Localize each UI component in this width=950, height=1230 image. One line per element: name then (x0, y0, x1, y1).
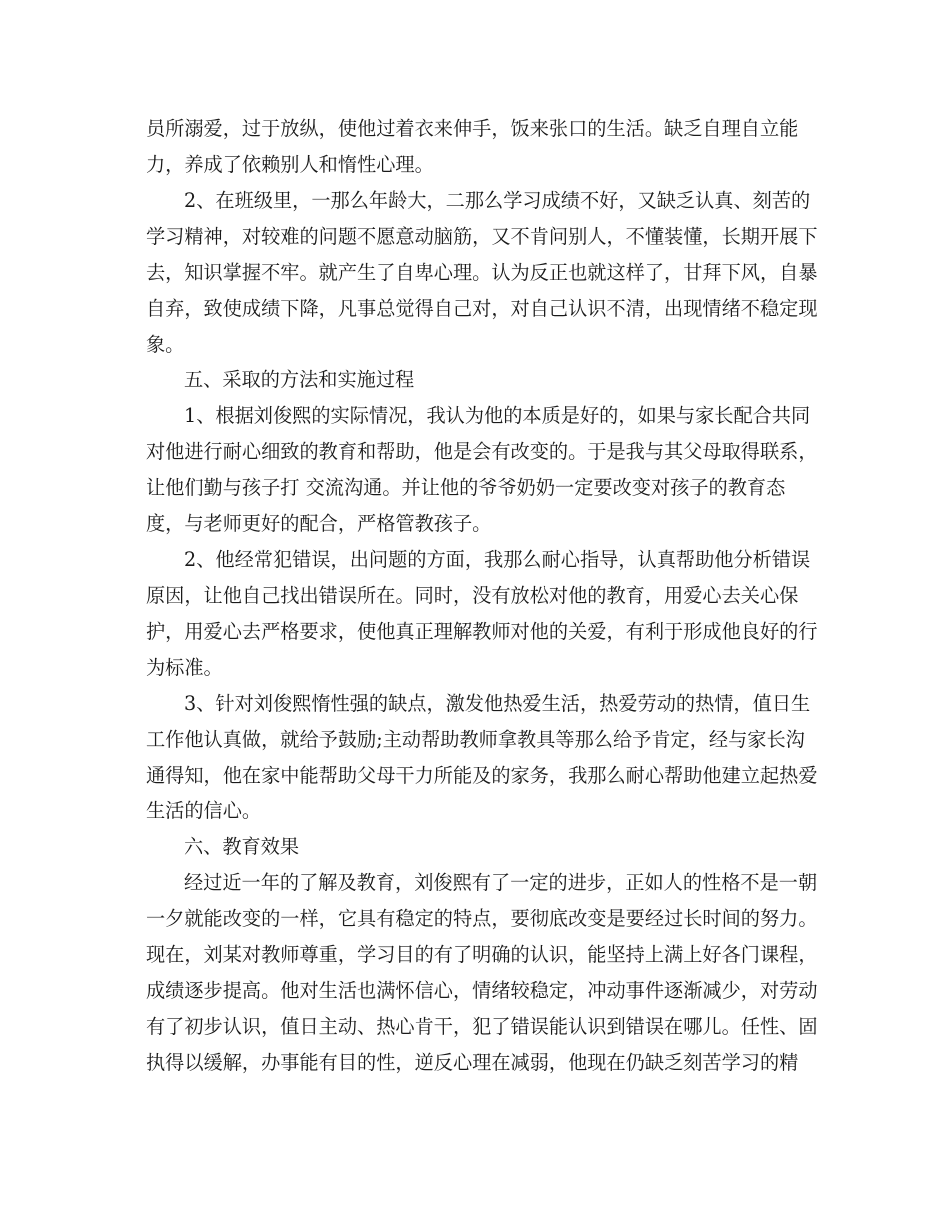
text-line: 象。 (146, 333, 185, 356)
text-line: 现在，刘某对教师尊重，学习目的有了明确的认识，能坚持上满上好各门课程， (146, 943, 818, 966)
text-line: 执得以缓解，办事能有目的性，逆反心理在减弱，他现在仍缺乏刻苦学习的精 (146, 1051, 799, 1074)
text-line: 一夕就能改变的一样，它具有稳定的特点，要彻底改变是要经过长时间的努力。 (146, 907, 818, 930)
text-line: 工作他认真做，就给予鼓励;主动帮助教师拿教具等那么给予肯定，经与家长沟 (146, 728, 805, 751)
text-line: 经过近一年的了解及教育，刘俊熙有了一定的进步，正如人的性格不是一朝 (184, 871, 818, 894)
text-line: 原因，让他自己找出错误所在。同时，没有放松对他的教育，用爱心去关心保 (146, 584, 799, 607)
text-line: 2、他经常犯错误，出问题的方面，我那么耐心指导，认真帮助他分析错误 (184, 548, 811, 571)
text-line: 对他进行耐心细致的教育和帮助，他是会有改变的。于是我与其父母取得联系， (146, 440, 818, 463)
text-line: 去，知识掌握不牢。就产生了自卑心理。认为反正也就这样了，甘拜下风，自暴 (146, 261, 818, 284)
text-line: 学习精神，对较难的问题不愿意动脑筋，又不肯问别人，不懂装懂，长期开展下 (146, 225, 818, 248)
text-line: 生活的信心。 (146, 799, 262, 822)
text-line: 3、针对刘俊熙惰性强的缺点，激发他热爱生活，热爱劳动的热情，值日生 (184, 692, 811, 715)
text-line: 力，养成了依赖别人和惰性心理。 (146, 153, 434, 176)
text-line: 有了初步认识，值日主动、热心肯干，犯了错误能认识到错误在哪儿。任性、固 (146, 1015, 818, 1038)
text-line: 2、在班级里，一那么年龄大，二那么学习成绩不好，又缺乏认真、刻苦的 (184, 189, 811, 212)
section-heading: 六、教育效果 (184, 835, 300, 858)
text-line: 度，与老师更好的配合，严格管教孩子。 (146, 512, 492, 535)
text-line: 员所溺爱，过于放纵，使他过着衣来伸手，饭来张口的生活。缺乏自理自立能 (146, 117, 799, 140)
text-line: 让他们勤与孩子打 交流沟通。并让他的爷爷奶奶一定要改变对孩子的教育态 (146, 476, 786, 499)
text-line: 通得知，他在家中能帮助父母干力所能及的家务，我那么耐心帮助他建立起热爱 (146, 764, 818, 787)
text-line: 为标准。 (146, 656, 223, 679)
text-line: 1、根据刘俊熙的实际情况，我认为他的本质是好的，如果与家长配合共同 (184, 404, 811, 427)
text-line: 自弃，致使成绩下降，凡事总觉得自己对，对自己认识不清，出现情绪不稳定现 (146, 297, 818, 320)
section-heading: 五、采取的方法和实施过程 (184, 368, 415, 391)
text-line: 护，用爱心去严格要求，使他真正理解教师对他的关爱，有利于形成他良好的行 (146, 620, 818, 643)
text-line: 成绩逐步提高。他对生活也满怀信心，情绪较稳定，冲动事件逐渐减少，对劳动 (146, 979, 818, 1002)
